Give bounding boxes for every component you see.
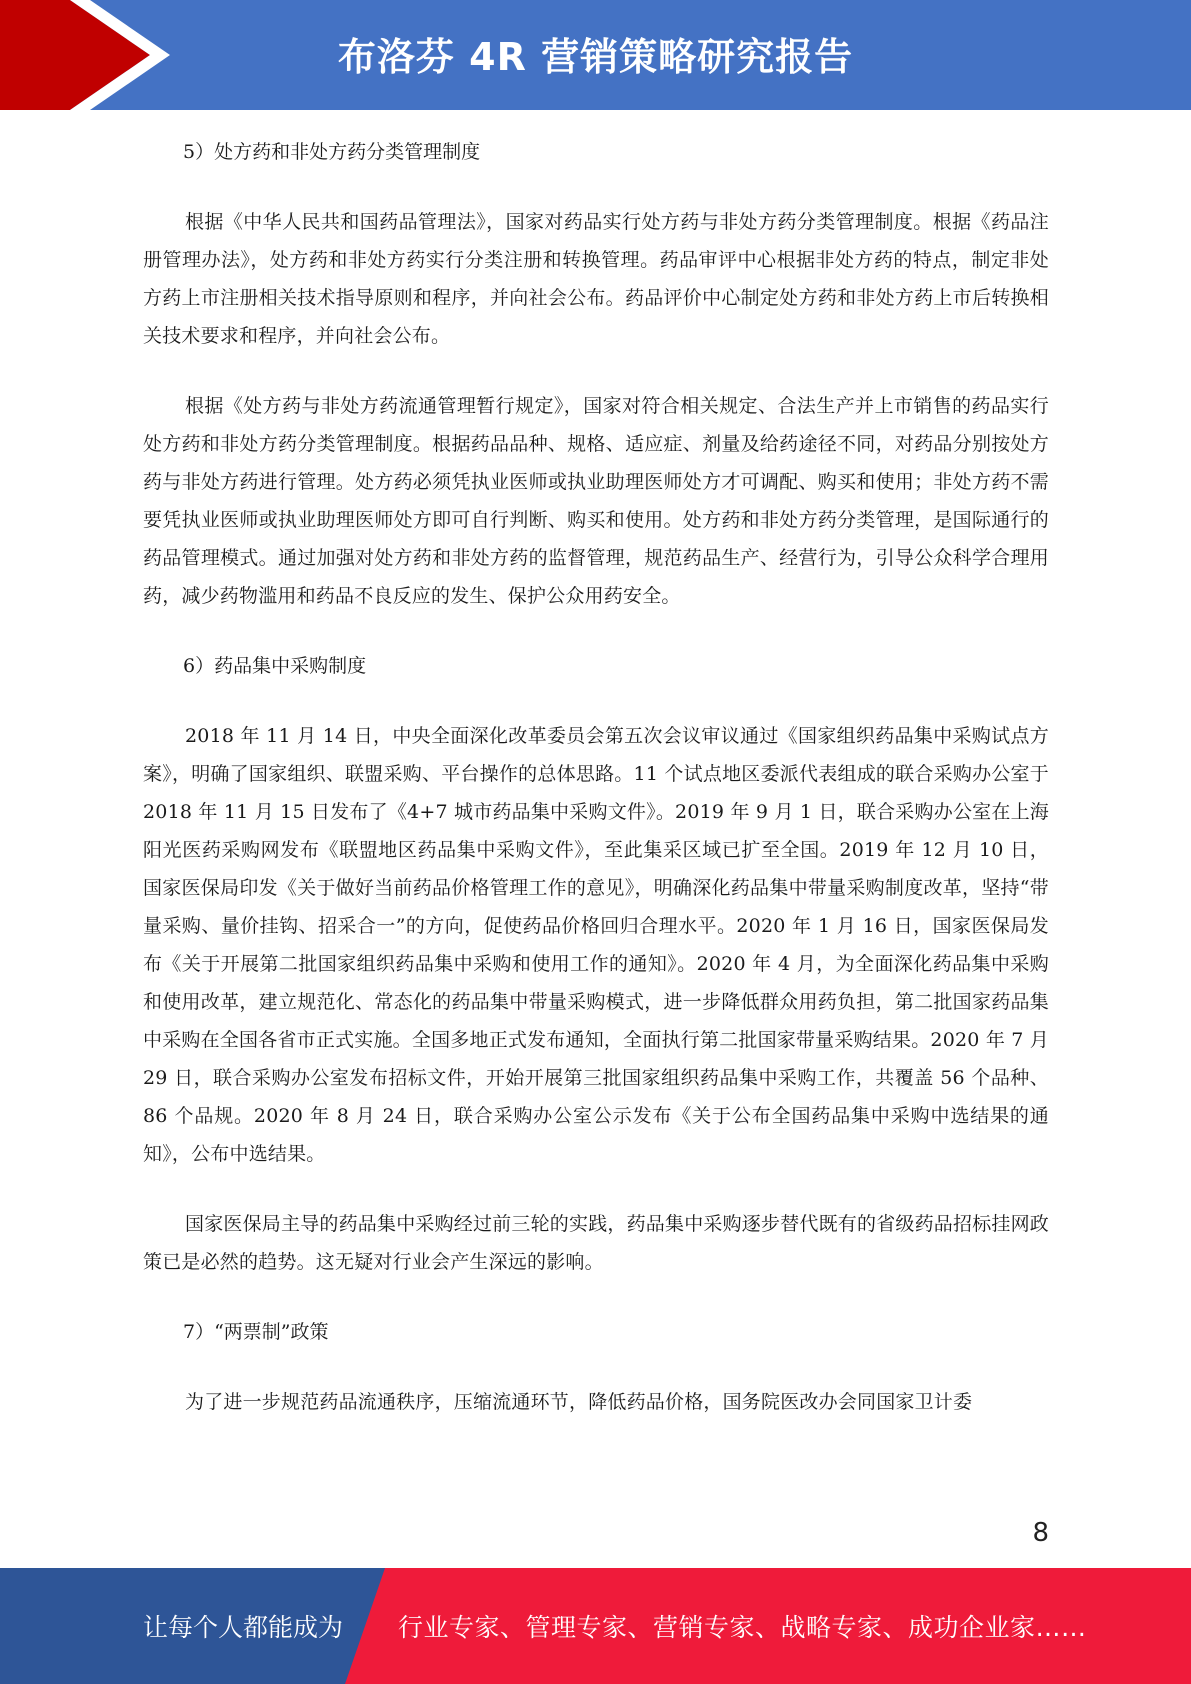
paragraph: 2018 年 11 月 14 日，中央全面深化改革委员会第五次会议审议通过《国家组织药品集中采购试点方案》，明确了国家组织、联盟采购、平台操作的总体思路。11 个试点地区委派代表组成的联合采购办公室于 2018 年 11 月 15 日发布了《4+7 城市药品集中采购文件》。2019 年 9 月 1 日，联合采购办公室在上海阳光医药采购网发布《联盟地区药品集中采购文件》，至此集采区域已扩至全国。2019 年 12 月 10 日，国家医保局印发《关于做好当前药品价格管理工作的意见》，明确深化药品集中带量采购制度改革，坚持“带量采购、量价挂钩、招采合一”的方向，促使药品价格回归合理水平。2020 年 1 月 16 日，国家医保局发布《关于开展第二批国家组织药品集中采购和使用工作的通知》。2020 年 4 月，为全面深化药品集中采购和使用改革，建立规范化、常态化的药品集中带量采购模式，进一步降低群众用药负担，第二批国家药品集中采购在全国各省市正式实施。全国多地正式发布通知，全面执行第二批国家带量采购结果。2020 年 7 月 29 日，联合采购办公室发布招标文件，开始开展第三批国家组织药品集中采购工作，共覆盖 56 个品种、86 个品规。2020 年 8 月 24 日，联合采购办公室公示发布《关于公布全国药品集中采购中选结果的通知》，公布中选结果。	[143, 725, 1049, 1165]
document-body	[143, 133, 1049, 1453]
footer-slogan-left: 让每个人都能成为	[143, 1613, 344, 1642]
paragraph: 国家医保局主导的药品集中采购经过前三轮的实践，药品集中采购逐步替代既有的省级药品招标挂网政策已是必然的趋势。这无疑对行业会产生深远的影响。	[143, 1213, 1050, 1273]
page-footer	[0, 1568, 1191, 1684]
paragraph: 为了进一步规范药品流通秩序，压缩流通环节，降低药品价格，国务院医改办会同国家卫计委	[185, 1391, 973, 1413]
page-header	[0, 0, 1191, 110]
paragraph: 根据《处方药与非处方药流通管理暂行规定》，国家对符合相关规定、合法生产并上市销售的药品实行处方药和非处方药分类管理制度。根据药品品种、规格、适应症、剂量及给药途径不同，对药品分别按处方药与非处方药进行管理。处方药必须凭执业医师或执业助理医师处方才可调配、购买和使用；非处方药不需要凭执业医师或执业助理医师处方即可自行判断、购买和使用。处方药和非处方药分类管理，是国际通行的药品管理模式。通过加强对处方药和非处方药的监督管理，规范药品生产、经营行为，引导公众科学合理用药，减少药物滥用和药品不良反应的发生、保护公众用药安全。	[143, 395, 1049, 607]
footer-slogan-right: 行业专家、管理专家、营销专家、战略专家、成功企业家……	[398, 1613, 1087, 1642]
section-heading-6: 6）药品集中采购制度	[183, 655, 367, 677]
section-heading-5: 5）处方药和非处方药分类管理制度	[183, 141, 481, 163]
page-number: 8	[1032, 1518, 1049, 1548]
paragraph: 根据《中华人民共和国药品管理法》，国家对药品实行处方药与非处方药分类管理制度。根据《药品注册管理办法》，处方药和非处方药实行分类注册和转换管理。药品审评中心根据非处方药的特点，制定非处方药上市注册相关技术指导原则和程序，并向社会公布。药品评价中心制定处方药和非处方药上市后转换相关技术要求和程序，并向社会公布。	[143, 211, 1049, 347]
section-heading-7: 7）“两票制”政策	[183, 1321, 329, 1343]
report-title: 布洛芬 4R 营销策略研究报告	[337, 35, 854, 79]
